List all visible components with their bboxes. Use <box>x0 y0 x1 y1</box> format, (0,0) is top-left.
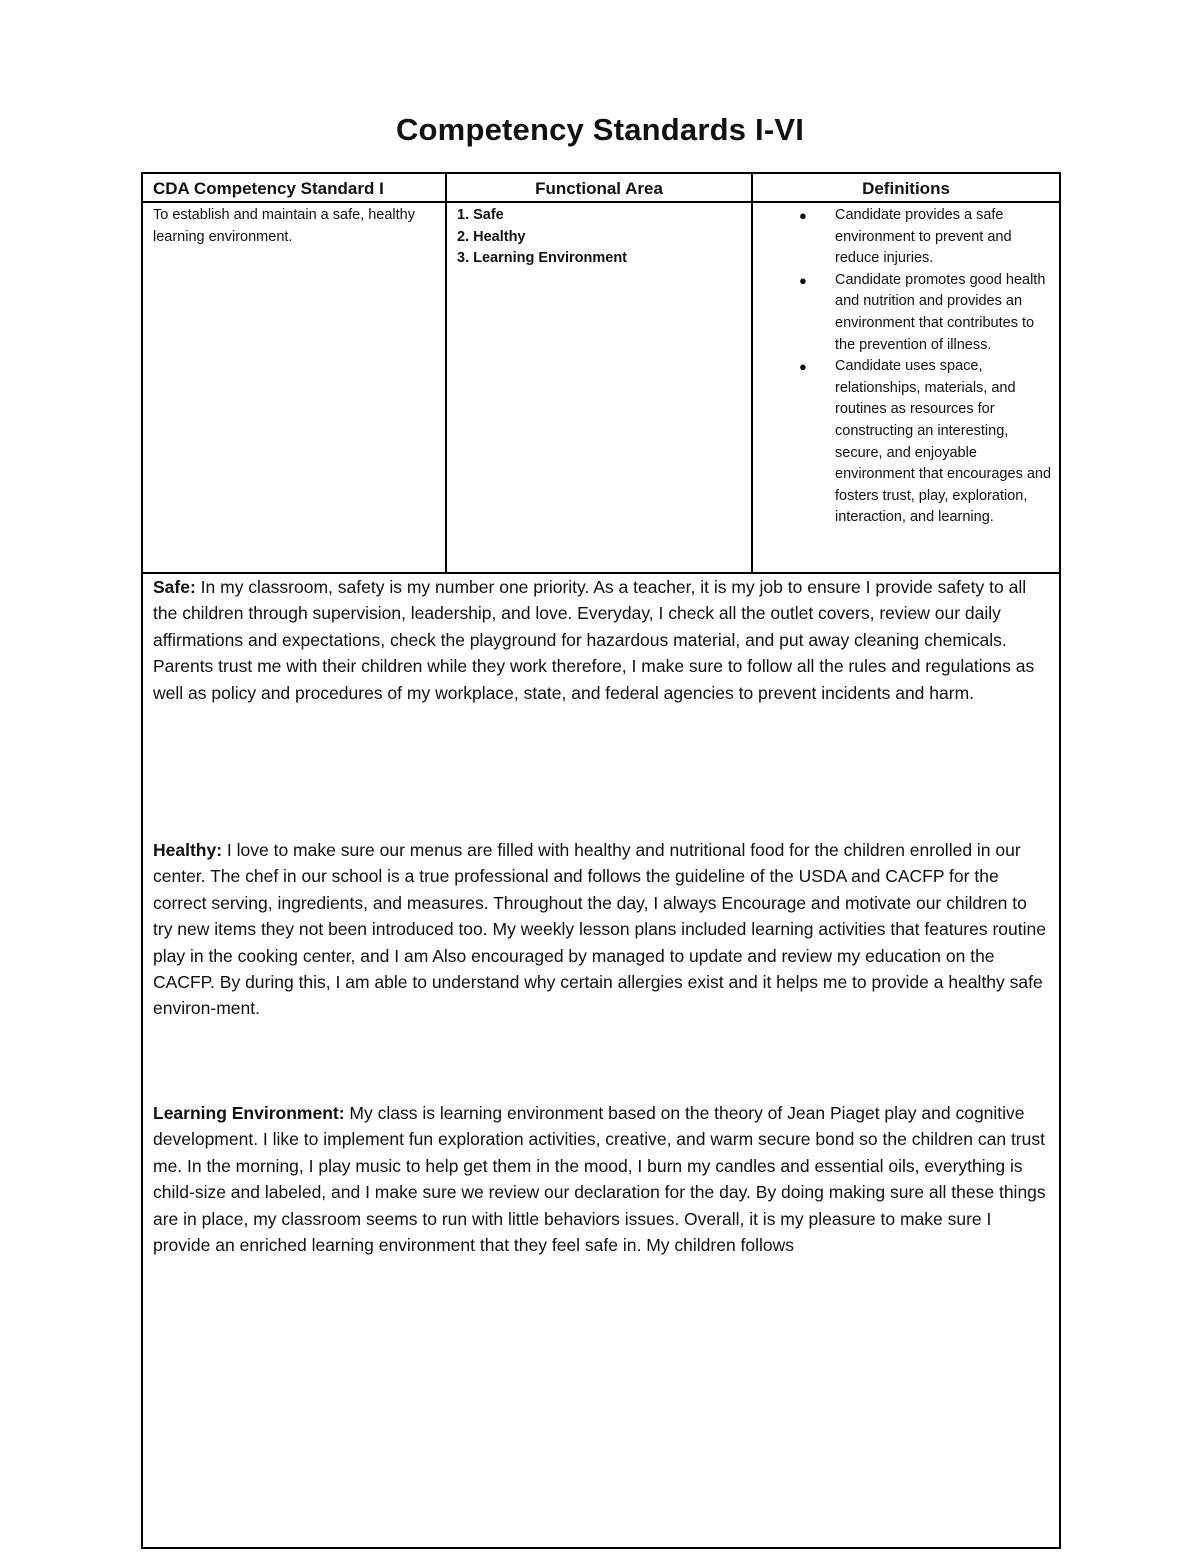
learning-label: Learning Environment: <box>153 1103 345 1123</box>
learning-text: My class is learning environment based on the theory of Jean Piaget play and cognitive development. I like to implement fun exploration activities, creative, and warm secure bond so the children can trust me. In the morning, I play music to help get them in the mood, I burn my candles and essential oils, everything is child-size and labeled, and I make sure we review our declaration for the day. By doing making sure all these things are in place, my classroom seems to run with little behaviors issues. Overall, it is my pleasure to make sure I provide an enriched learning environment that they feel safe in. My children follows <box>153 1103 1046 1256</box>
table-body-row <box>143 203 1059 574</box>
safe-paragraph <box>153 574 1048 706</box>
safe-label: Safe: <box>153 577 196 597</box>
learning-paragraph <box>153 1100 1048 1258</box>
definitions-list <box>753 205 1053 529</box>
header-functional-area: Functional Area <box>447 174 753 201</box>
definition-item <box>753 270 1053 356</box>
definition-text: Candidate uses space, relationships, materials, and routines as resources for constructing an interesting, secure, and enjoyable environment that encourages and fosters trust, play, exploration, interaction, and learning. <box>835 358 1052 526</box>
functional-area-item: 1. Safe <box>457 207 504 223</box>
page-title: Competency Standards I-VI <box>395 112 805 147</box>
competency-table <box>141 172 1061 1549</box>
functional-area-cell <box>447 203 753 572</box>
healthy-paragraph <box>153 837 1048 1022</box>
bullet-icon: ● <box>799 359 807 375</box>
functional-area-item: 2. Healthy <box>457 228 526 245</box>
healthy-text: I love to make sure our menus are filled with healthy and nutritional food for the children enrolled in our center. The chef in our school is a true professional and follows the guideline of the USDA and CACFP for the correct serving, ingredients, and measures. Throughout the day, I always Encourage and motivate our children to try new items they not been introduced too. My weekly lesson plans included learning activities that features routine play in the cooking center, and I am Also encouraged by managed to update and review my education on the CACFP. By during this, I am able to understand why certain allergies exist and it helps me to provide a healthy safe environ-ment. <box>153 840 1046 1019</box>
definition-text: Candidate provides a safe environment to prevent and reduce injuries. <box>835 207 1012 267</box>
standard-cell <box>143 203 447 572</box>
table-header-row <box>143 174 1059 203</box>
functional-area-item: 3. Learning Environment <box>457 250 627 267</box>
definition-item <box>753 205 1053 270</box>
bullet-icon: ● <box>799 272 807 288</box>
header-standard: CDA Competency Standard I <box>143 174 447 201</box>
definition-item <box>753 356 1053 529</box>
bullet-icon: ● <box>799 208 807 223</box>
definition-text: Candidate promotes good health and nutrition and provides an environment that contributes to the prevention of illness. <box>835 271 1046 353</box>
safe-text: In my classroom, safety is my number one priority. As a teacher, it is my job to ensure I provide safety to all the children through supervision, leadership, and love. Everyday, I check all the outlet covers, review our daily affirmations and expectations, check the playground for hazardous material, and put away cleaning chemicals. Parents trust me with their children while they work therefore, I make sure to follow all the rules and regulations as well as policy and procedures of my workplace, state, and federal agencies to prevent incidents and harm. <box>153 577 1035 703</box>
healthy-label: Healthy: <box>153 840 223 860</box>
header-definitions: Definitions <box>862 179 950 198</box>
standard-text: To establish and maintain a safe, healthy learning environment. <box>153 207 415 245</box>
definitions-cell <box>753 203 1059 572</box>
